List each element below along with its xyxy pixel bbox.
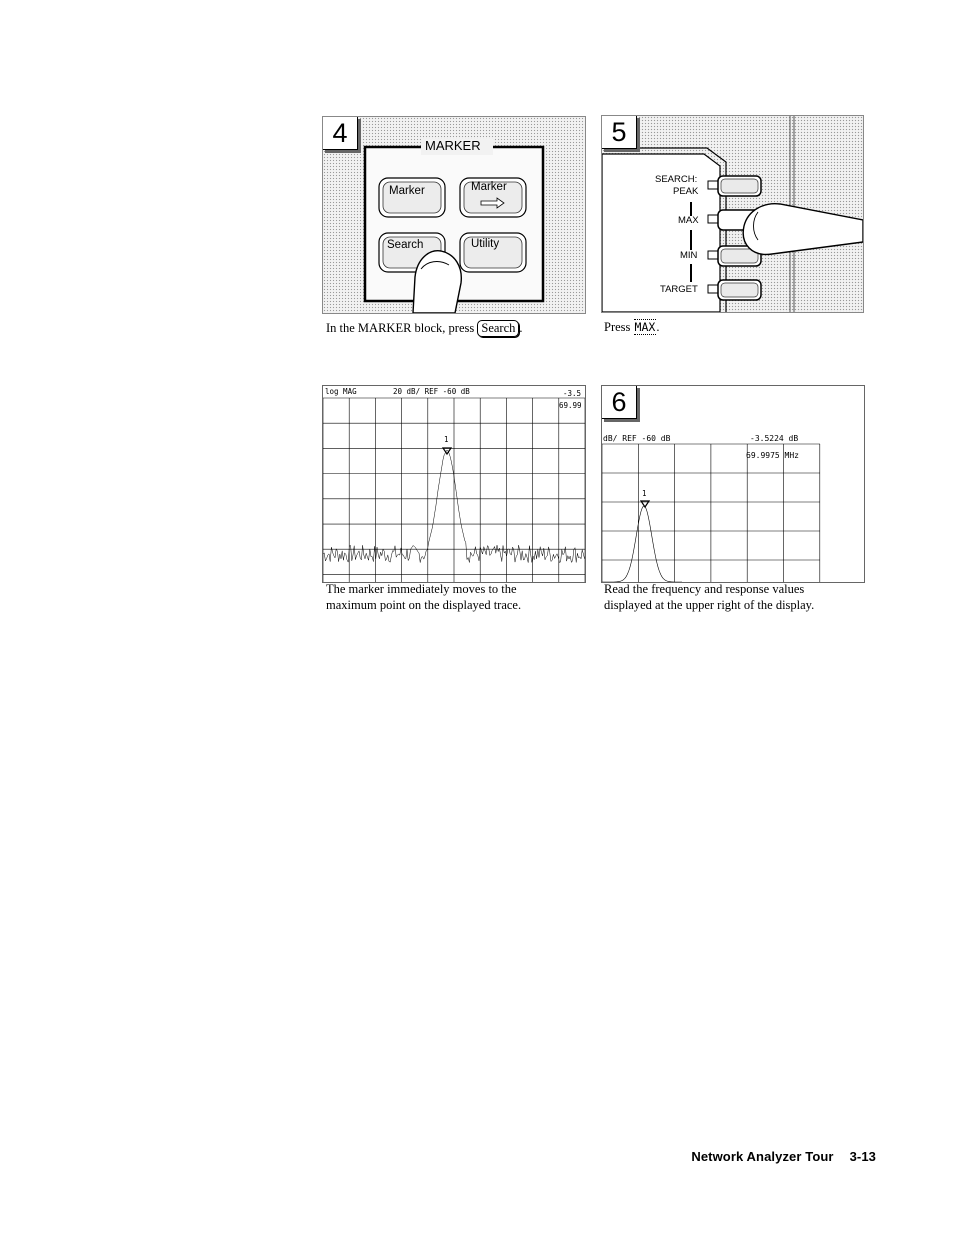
- scale-reference-label: 20 dB/ REF -60 dB: [393, 387, 470, 396]
- marker-frequency-readout: 69.9975 MHz: [746, 451, 799, 460]
- softkey-target-label: TARGET: [660, 284, 698, 295]
- step-number-badge: 4: [322, 116, 358, 150]
- marker-button-label: Marker: [389, 185, 425, 197]
- softkey-min-label: MIN: [680, 250, 698, 261]
- marker-response-readout: -3.5: [563, 389, 582, 398]
- marker-number-label: 1: [642, 489, 647, 498]
- search-hardkey: Search: [477, 320, 519, 337]
- trace1-caption: The marker immediately moves to the maximum point on the displayed trace.: [326, 582, 522, 612]
- format-label: log MAG: [325, 387, 357, 396]
- search-button-label: Search: [387, 239, 424, 251]
- step6-caption: Read the frequency and response values displayed at the upper right of the display.: [604, 582, 815, 612]
- step-number-badge: 6: [601, 385, 637, 419]
- zoomed-trace-plot: [602, 386, 864, 582]
- step5-illustration: [601, 115, 864, 313]
- step5-caption: Press MAX.: [604, 320, 660, 334]
- step6-illustration: [601, 385, 865, 583]
- trace-plot: [323, 386, 585, 582]
- page-footer: [691, 1149, 876, 1164]
- marker-block-title: MARKER: [425, 138, 481, 153]
- trace-display-max: [322, 385, 586, 583]
- softkey-peak-label: PEAK: [673, 186, 699, 197]
- search-menu-label: SEARCH:: [655, 174, 698, 185]
- marker-response-readout: -3.5224 dB: [750, 434, 799, 443]
- marker-number-label: 1: [444, 435, 449, 444]
- marker-function-button-label: Marker: [471, 181, 507, 193]
- softkey-max-label: MAX: [678, 215, 699, 226]
- scale-reference-label: dB/ REF -60 dB: [603, 434, 671, 443]
- step-number-badge: 5: [601, 115, 637, 149]
- pressing-finger-icon: [413, 251, 461, 313]
- step4-caption: In the MARKER block, press Search .: [326, 321, 523, 335]
- measured-trace-zoomed: [602, 506, 682, 582]
- softkey-drawing: [602, 116, 863, 312]
- max-softkey-reference: MAX: [634, 320, 656, 334]
- marker-frequency-readout: 69.99: [559, 401, 582, 410]
- page-number: 3-13: [849, 1149, 876, 1164]
- step4-illustration: [322, 116, 586, 314]
- marker-triangle-icon: [443, 448, 451, 454]
- utility-button-label: Utility: [471, 238, 500, 250]
- section-title: Network Analyzer Tour: [691, 1149, 834, 1164]
- marker-button[interactable]: [379, 178, 445, 217]
